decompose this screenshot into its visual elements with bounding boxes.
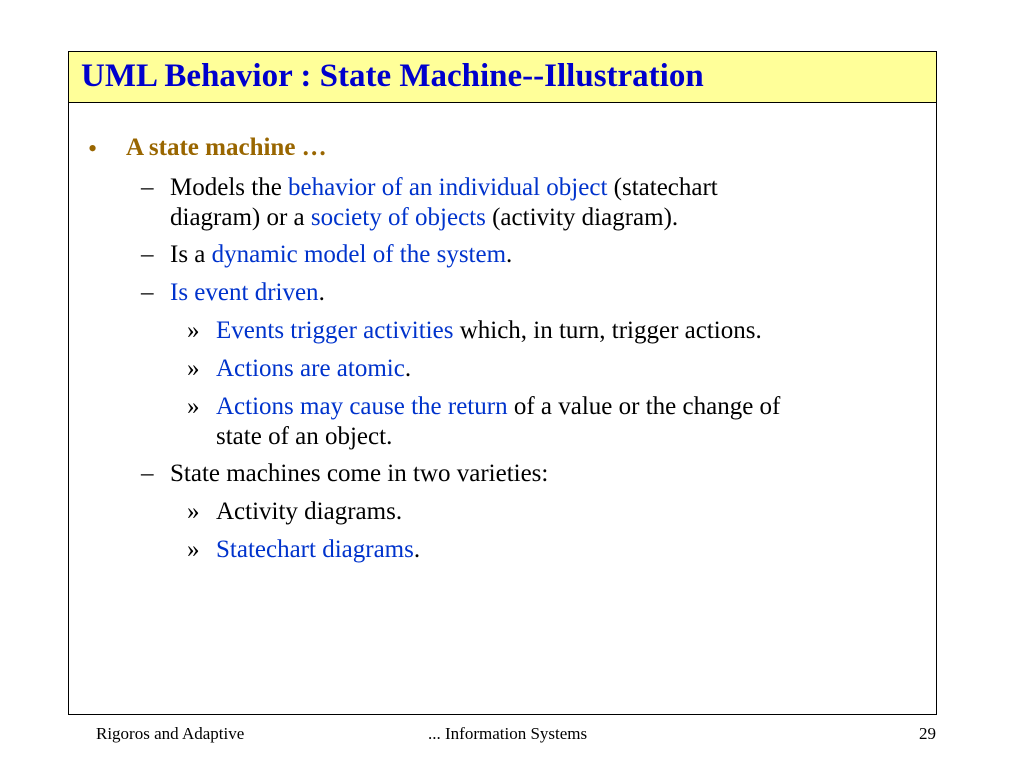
text-segment: which, in turn, trigger actions. <box>453 317 762 344</box>
list-item-line: State machines come in two varieties: <box>170 460 549 487</box>
highlight-text: dynamic model of the system <box>211 241 507 268</box>
sub-list-item <box>216 354 411 384</box>
sub-list-item <box>216 316 762 346</box>
highlight-text: Actions may cause the return <box>216 393 508 420</box>
text-segment: (statechart <box>607 174 718 201</box>
dash-marker: – <box>141 241 154 268</box>
title-bar <box>69 52 936 103</box>
text-segment: . <box>404 355 412 382</box>
text-segment: Is a <box>170 241 212 268</box>
footer-center: ... Information Systems <box>428 724 588 743</box>
highlight-text: Statechart diagrams <box>216 536 414 563</box>
sub-list-item <box>216 392 780 422</box>
text-segment: . <box>318 279 325 306</box>
text-segment: (activity diagram). <box>485 204 679 231</box>
highlight-text: Events trigger activities <box>216 317 454 344</box>
list-item-line <box>170 240 512 270</box>
sub-list-item: Activity diagrams. <box>216 498 403 525</box>
footer-left: Rigoros and Adaptive <box>96 724 245 743</box>
text-segment: . <box>506 241 513 268</box>
dash-marker: – <box>141 279 154 306</box>
highlight-text: behavior of an individual object <box>288 174 608 201</box>
sub-list-item-continuation: state of an object. <box>216 423 393 450</box>
chevron-marker: » <box>187 393 200 420</box>
chevron-marker: » <box>187 536 200 563</box>
section-heading: A state machine … <box>126 134 327 161</box>
highlight-text: Is event driven <box>170 279 319 306</box>
sub-list-item <box>216 535 420 565</box>
list-item-line <box>170 278 325 308</box>
page-number: 29 <box>919 724 936 743</box>
chevron-marker: » <box>187 317 200 344</box>
chevron-marker: » <box>187 355 200 382</box>
slide-frame <box>68 51 937 715</box>
text-segment: . <box>413 536 421 563</box>
list-item-line <box>170 173 718 203</box>
text-segment: of a value or the change of <box>507 393 781 420</box>
text-segment: Models the <box>170 174 289 201</box>
dash-marker: – <box>141 460 154 487</box>
list-item-line <box>170 203 678 233</box>
bullet-marker: • <box>88 134 98 163</box>
text-segment: diagram) or a <box>170 204 311 231</box>
highlight-text: society of objects <box>310 204 486 231</box>
highlight-text: Actions are atomic <box>216 355 405 382</box>
chevron-marker: » <box>187 498 200 525</box>
dash-marker: – <box>141 174 154 201</box>
slide-title: UML Behavior : State Machine--Illustration <box>81 58 704 94</box>
